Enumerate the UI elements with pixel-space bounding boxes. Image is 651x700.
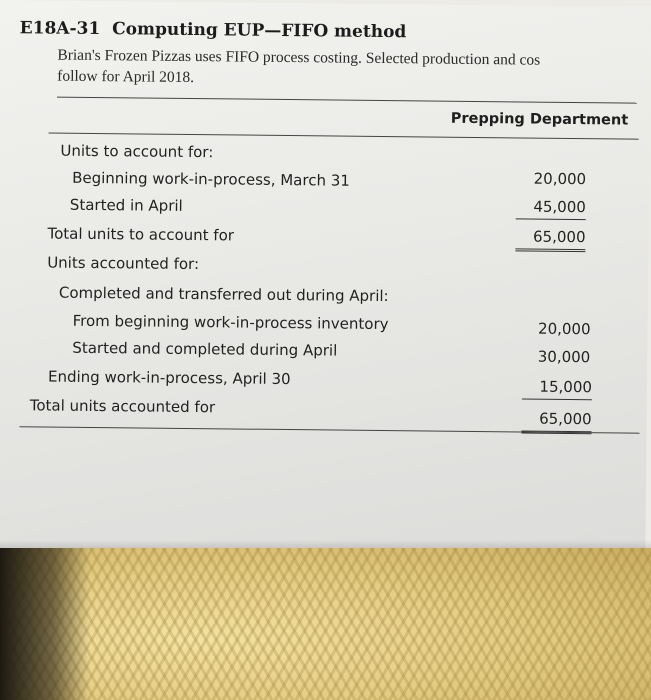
- row-label-from-beginning-wip: From beginning work-in-process inventory: [72, 311, 389, 334]
- exercise-title: Computing EUP—FIFO method: [112, 19, 407, 43]
- row-label-started-april: Started in April: [69, 195, 183, 215]
- dark-fabric-fold: [0, 548, 90, 700]
- value-from-beginning-wip: 20,000: [537, 319, 591, 339]
- row-label-total-to-account: Total units to account for: [47, 224, 235, 245]
- row-label-total-accounted: Total units accounted for: [29, 396, 216, 417]
- knit-fabric-background: [0, 548, 651, 700]
- value-beginning-wip: 20,000: [533, 169, 587, 189]
- row-label-started-completed: Started and completed during April: [72, 338, 338, 360]
- value-total-to-account: 65,000: [515, 227, 585, 252]
- row-label-units-accounted: Units accounted for:: [47, 253, 200, 274]
- column-header: Prepping Department: [450, 110, 629, 129]
- row-label-beginning-wip: Beginning work-in-process, March 31: [72, 168, 350, 190]
- header-rule: [49, 133, 639, 140]
- value-ending-wip: 15,000: [522, 377, 592, 400]
- exercise-heading: [20, 18, 407, 42]
- value-started-completed: 30,000: [537, 347, 591, 367]
- intro-line-1: Brian's Frozen Pizzas uses FIFO process costing. Selected production and cos: [57, 46, 541, 69]
- row-label-completed-transferred: Completed and transferred out during April:: [58, 283, 389, 306]
- exercise-number: E18A-31: [19, 18, 101, 40]
- row-label-units-to-account: Units to account for:: [60, 141, 214, 162]
- top-rule: [57, 97, 637, 104]
- row-label-ending-wip: Ending work-in-process, April 30: [47, 367, 291, 389]
- intro-line-2: follow for April 2018.: [57, 67, 195, 87]
- value-started-april: 45,000: [516, 197, 586, 220]
- exercise-intro: [57, 45, 651, 93]
- value-total-accounted: 65,000: [521, 409, 591, 434]
